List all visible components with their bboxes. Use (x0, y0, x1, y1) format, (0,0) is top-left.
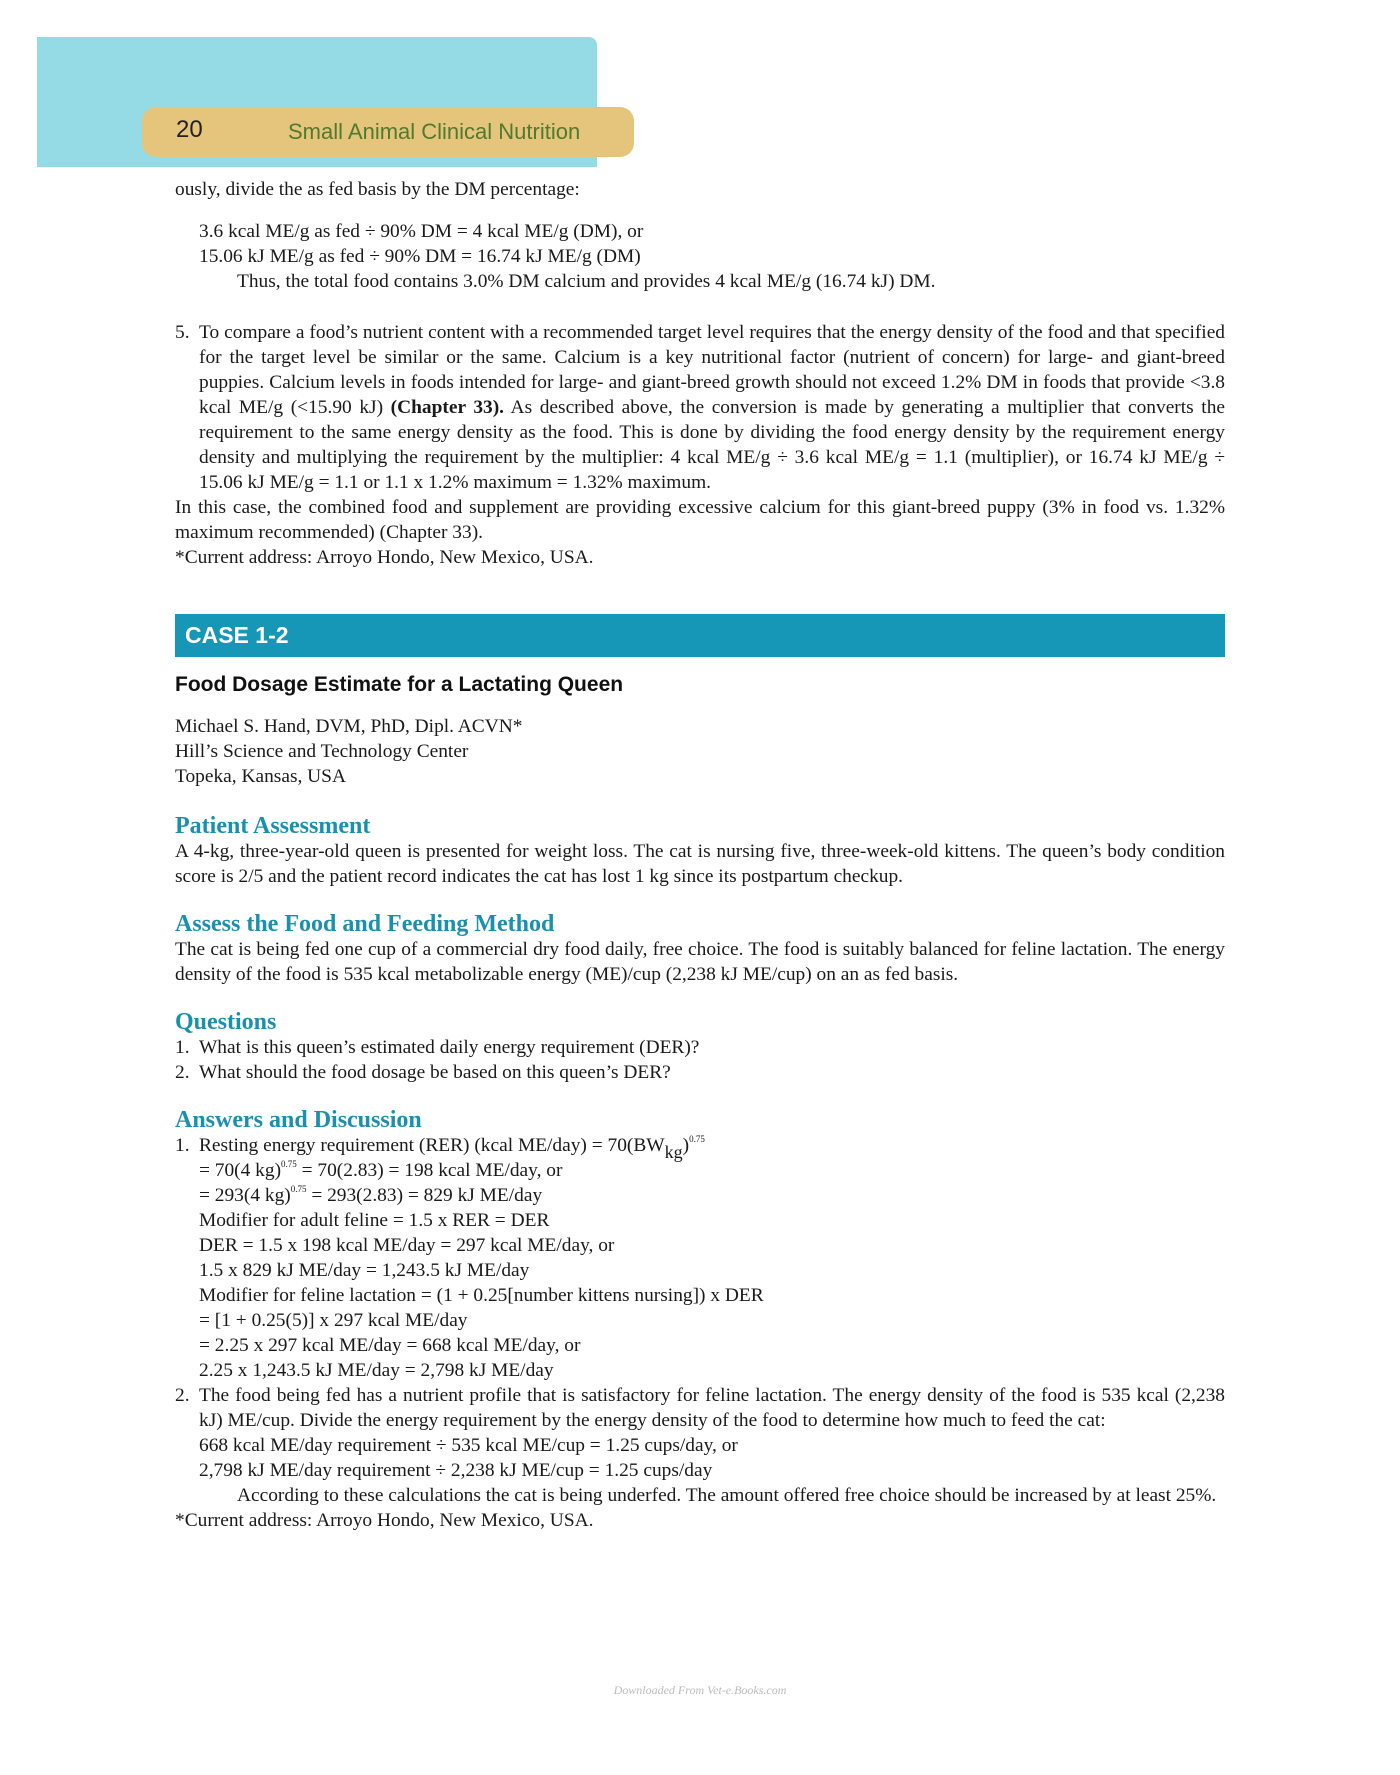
intro-line: ously, divide the as fed basis by the DM percentage: (175, 179, 580, 200)
formula-text: = 293(4 kg) (199, 1185, 291, 1206)
author-location: Topeka, Kansas, USA (175, 766, 346, 787)
answer-number: 2. (175, 1385, 190, 1406)
answer-1 (175, 1133, 1225, 1383)
calc-line: 3.6 kcal ME/g as fed ÷ 90% DM = 4 kcal ME/g (DM), or (199, 221, 644, 242)
question-item (175, 1035, 1225, 1060)
formula-line: Modifier for feline lactation = (1 + 0.25[number kittens nursing]) x DER (199, 1285, 764, 1306)
formula-exponent: 0.75 (281, 1159, 297, 1169)
item-5 (175, 320, 1225, 570)
formula-exponent: 0.75 (689, 1134, 705, 1144)
formula-line: DER = 1.5 x 198 kcal ME/day = 297 kcal ME/day, or (199, 1235, 615, 1256)
formula-line: = [1 + 0.25(5)] x 297 kcal ME/day (199, 1310, 468, 1331)
page-number: 20 (176, 116, 203, 143)
calc-line: 15.06 kJ ME/g as fed ÷ 90% DM = 16.74 kJ ME/g (DM) (199, 246, 641, 267)
section-heading: Patient Assessment (175, 813, 371, 839)
formula-line: 1.5 x 829 kJ ME/day = 1,243.5 kJ ME/day (199, 1260, 530, 1281)
author-name: Michael S. Hand, DVM, PhD, Dipl. ACVN* (175, 716, 523, 737)
question-text: What is this queen’s estimated daily energy requirement (DER)? (199, 1037, 700, 1058)
formula-line: = 2.25 x 297 kcal ME/day = 668 kcal ME/day, or (199, 1335, 581, 1356)
section-heading: Answers and Discussion (175, 1107, 422, 1133)
conclusion-paragraph: In this case, the combined food and supplement are providing excessive calcium for this giant-breed puppy (3% in food vs. 1.32% maximum recommended) (Chapter 33). (175, 497, 1225, 543)
watermark: Downloaded From Vet-e.Books.com (613, 1683, 787, 1697)
answer-2 (175, 1383, 1225, 1508)
formula-text: = 293(2.83) = 829 kJ ME/day (306, 1185, 543, 1206)
section-text: The cat is being fed one cup of a commercial dry food daily, free choice. The food is suitably balanced for feline lactation. The energy density of the food is 535 kcal metabolizable energy (ME)/cup (2,238 kJ ME/cup) on an as fed basis. (175, 939, 1225, 985)
rer-formula-line (199, 1133, 1225, 1162)
formula-text: Resting energy requirement (RER) (kcal ME/day) = 70(BW (199, 1135, 665, 1156)
case-title: Food Dosage Estimate for a Lactating Queen (175, 673, 624, 696)
running-title: Small Animal Clinical Nutrition (288, 119, 581, 144)
section-text: A 4-kg, three-year-old queen is presented for weight loss. The cat is nursing five, three-week-old kittens. The queen’s body condition score is 2/5 and the patient record indicates the cat has lost 1 kg since its postpartum checkup. (175, 841, 1225, 887)
section-heading: Assess the Food and Feeding Method (175, 911, 555, 937)
footnote-address: *Current address: Arroyo Hondo, New Mexico, USA. (175, 1510, 594, 1531)
question-number: 2. (175, 1062, 190, 1083)
formula-line: 2.25 x 1,243.5 kJ ME/day = 2,798 kJ ME/day (199, 1360, 554, 1381)
formula-text: = 70(2.83) = 198 kcal ME/day, or (296, 1160, 563, 1181)
formula-text: = 70(4 kg) (199, 1160, 282, 1181)
item-5-text: To compare a food’s nutrient content with a recommended target level requires that the energy density of the food and that specified for the target level be similar or the same. Calcium is a key nutritional factor (nutrient of concern) for large- and giant-breed puppies. Calcium levels in foods intended for large- and giant-breed growth should not exceed 1.2% DM in foods that provide <3.8 kcal ME/g (<15.90 kJ) (199, 322, 1225, 418)
formula-text: ) (682, 1135, 690, 1156)
patient-assessment-section (175, 813, 1225, 889)
chapter-reference: (Chapter 33). (390, 397, 505, 418)
question-number: 1. (175, 1037, 190, 1058)
formula-line (199, 1183, 1225, 1208)
calc-line: 2,798 kJ ME/day requirement ÷ 2,238 kJ ME/cup = 1.25 cups/day (199, 1460, 713, 1481)
running-header (142, 107, 634, 157)
item-number: 5. (175, 322, 190, 343)
answer-text: The food being fed has a nutrient profile that is satisfactory for feline lactation. The energy density of the food is 535 kcal (2,238 kJ) ME/cup. Divide the energy requirement by the energy density of the food to determine how much to feed the cat: (199, 1385, 1225, 1431)
question-item (175, 1060, 1225, 1085)
author-affiliation: Hill’s Science and Technology Center (175, 741, 469, 762)
answer-number: 1. (175, 1135, 190, 1156)
thus-line: Thus, the total food contains 3.0% DM calcium and provides 4 kcal ME/g (16.74 kJ) DM. (237, 271, 936, 292)
formula-exponent: 0.75 (290, 1184, 307, 1194)
case-banner: CASE 1-2 (175, 614, 1225, 657)
author-block (175, 714, 1225, 789)
calc-line: 668 kcal ME/day requirement ÷ 535 kcal ME/cup = 1.25 cups/day, or (199, 1435, 738, 1456)
section-heading: Questions (175, 1009, 277, 1035)
answers-section (175, 1107, 1225, 1533)
answer-conclusion: According to these calculations the cat is being underfed. The amount offered free choice should be increased by at least 25%. (237, 1485, 1217, 1506)
formula-line: Modifier for adult feline = 1.5 x RER = DER (199, 1210, 550, 1231)
question-text: What should the food dosage be based on this queen’s DER? (199, 1062, 671, 1083)
footnote-address: *Current address: Arroyo Hondo, New Mexico, USA. (175, 547, 594, 568)
continued-text (175, 177, 1225, 202)
questions-section (175, 1009, 1225, 1085)
formula-line (199, 1158, 1225, 1183)
formula-subscript: kg (664, 1142, 683, 1162)
item-5-text-cont: As described above, the conversion is made by generating a multiplier that converts the requirement to the same energy density as the food. This is done by dividing the food energy density by the requirement energy density and multiplying the requirement by the multiplier: 4 kcal ME/g ÷ 3.6 kcal ME/g = 1.1 (multiplier), or 16.74 kJ ME/g ÷ 15.06 kJ ME/g = 1.1 or 1.1 x 1.2% maximum = 1.32% maximum. (199, 397, 1225, 493)
dm-calculation (175, 219, 1225, 294)
food-method-section (175, 911, 1225, 987)
